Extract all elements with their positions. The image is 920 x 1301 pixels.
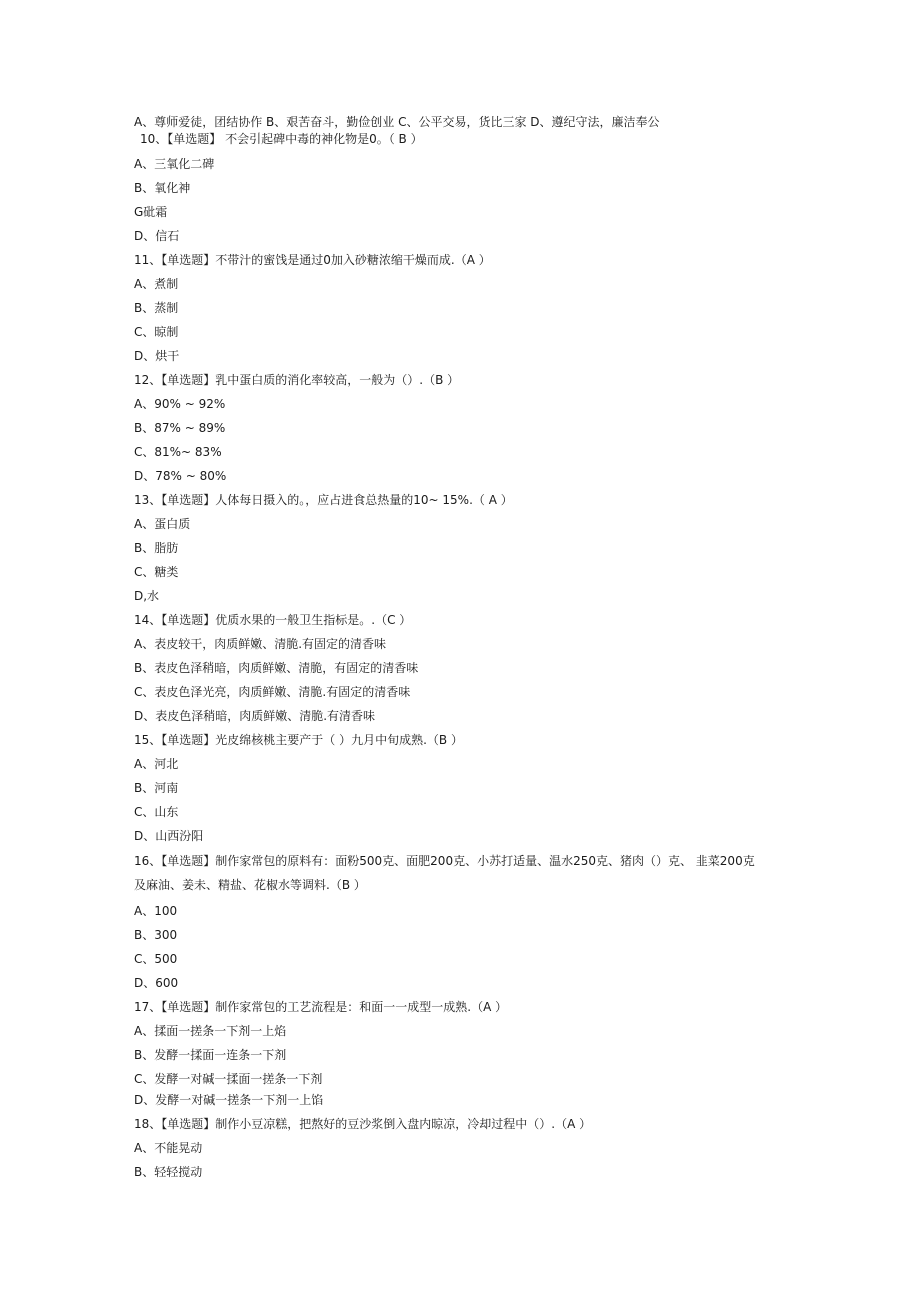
question-line: 16、【单选题】制作家常包的原料有：面粉500克、面肥200克、小苏打适量、温水250克、猪肉（）克、 韭菜200克 <box>134 854 755 868</box>
text-line: B、氧化神 <box>134 181 191 195</box>
text-line: B、300 <box>134 928 178 942</box>
text-line: A、煮制 <box>134 277 179 291</box>
text-line: B、表皮色泽稍暗，肉质鲜嫩、清脆，有固定的清香味 <box>134 661 419 675</box>
question-line: 17、【单选题】制作家常包的工艺流程是：和面一一成型一成熟.（A ） <box>134 1000 508 1014</box>
text-line: A、90% ~ 92% <box>134 397 226 411</box>
text-line: A、表皮较干，肉质鲜嫩、清脆.有固定的清香味 <box>134 637 387 651</box>
text-line: C、81%~ 83% <box>134 445 222 459</box>
question-line: 10、【单选题】 不会引起碑中毒的神化物是0。（ B ） <box>140 132 423 146</box>
question-line: 18、【单选题】制作小豆凉糕，把熬好的豆沙浆倒入盘内晾凉，冷却过程中（）.（A ） <box>134 1117 592 1131</box>
text-line: D、78% ~ 80% <box>134 469 227 483</box>
text-line: 及麻油、姜未、精盐、花椒水等调料.（B ） <box>134 878 366 892</box>
text-line: D、信石 <box>134 229 180 243</box>
question-line: 15、【单选题】光皮绵核桃主要产于（ ）九月中旬成熟.（B ） <box>134 733 463 747</box>
text-line: A、河北 <box>134 757 179 771</box>
text-line: A、蛋白质 <box>134 517 191 531</box>
question-line: 13、【单选题】人体每日摄入的。，应占进食总热量的10~ 15%.（ A ） <box>134 493 513 507</box>
text-line: G砒霜 <box>134 205 168 219</box>
text-line: B、轻轻搅动 <box>134 1165 203 1179</box>
text-line: B、河南 <box>134 781 179 795</box>
question-line: 11、【单选题】不带汁的蜜饯是通过0加入砂糖浓缩干燥而成.（A ） <box>134 253 491 267</box>
text-line: C、糖类 <box>134 565 179 579</box>
text-line: D、表皮色泽稍暗，肉质鲜嫩、清脆.有清香味 <box>134 709 376 723</box>
text-line: B、脂肪 <box>134 541 179 555</box>
text-line: D、600 <box>134 976 179 990</box>
text-line: C、表皮色泽光亮，肉质鲜嫩、清脆.有固定的清香味 <box>134 685 411 699</box>
text-line: A、100 <box>134 904 178 918</box>
text-line: D,水 <box>134 589 160 603</box>
question-line: 14、【单选题】优质水果的一般卫生指标是。.（C ） <box>134 613 412 627</box>
text-line: B、87% ~ 89% <box>134 421 226 435</box>
text-line: C、山东 <box>134 805 179 819</box>
text-line: A、尊师爱徒，团结协作 B、艰苦奋斗，勤俭创业 C、公平交易，货比三家 D、遵纪守法，廉洁奉公 <box>134 115 660 129</box>
text-line: D、烘干 <box>134 349 180 363</box>
question-line: 12、【单选题】乳中蛋白质的消化率较高，一般为（）.（B ） <box>134 373 460 387</box>
text-line: A、揉面一搓条一下剂一上焰 <box>134 1024 287 1038</box>
text-line: C、晾制 <box>134 325 179 339</box>
text-line: C、发酵一对碱一揉面一搓条一下剂 <box>134 1072 323 1086</box>
text-line: A、不能晃动 <box>134 1141 203 1155</box>
text-line: A、三氧化二碑 <box>134 157 215 171</box>
text-line: B、蒸制 <box>134 301 179 315</box>
text-line: B、发酵一揉面一连条一下剂 <box>134 1048 287 1062</box>
text-line: D、发酵一对碱一搓条一下剂一上馅 <box>134 1093 324 1107</box>
text-line: C、500 <box>134 952 178 966</box>
text-line: D、山西汾阳 <box>134 829 204 843</box>
